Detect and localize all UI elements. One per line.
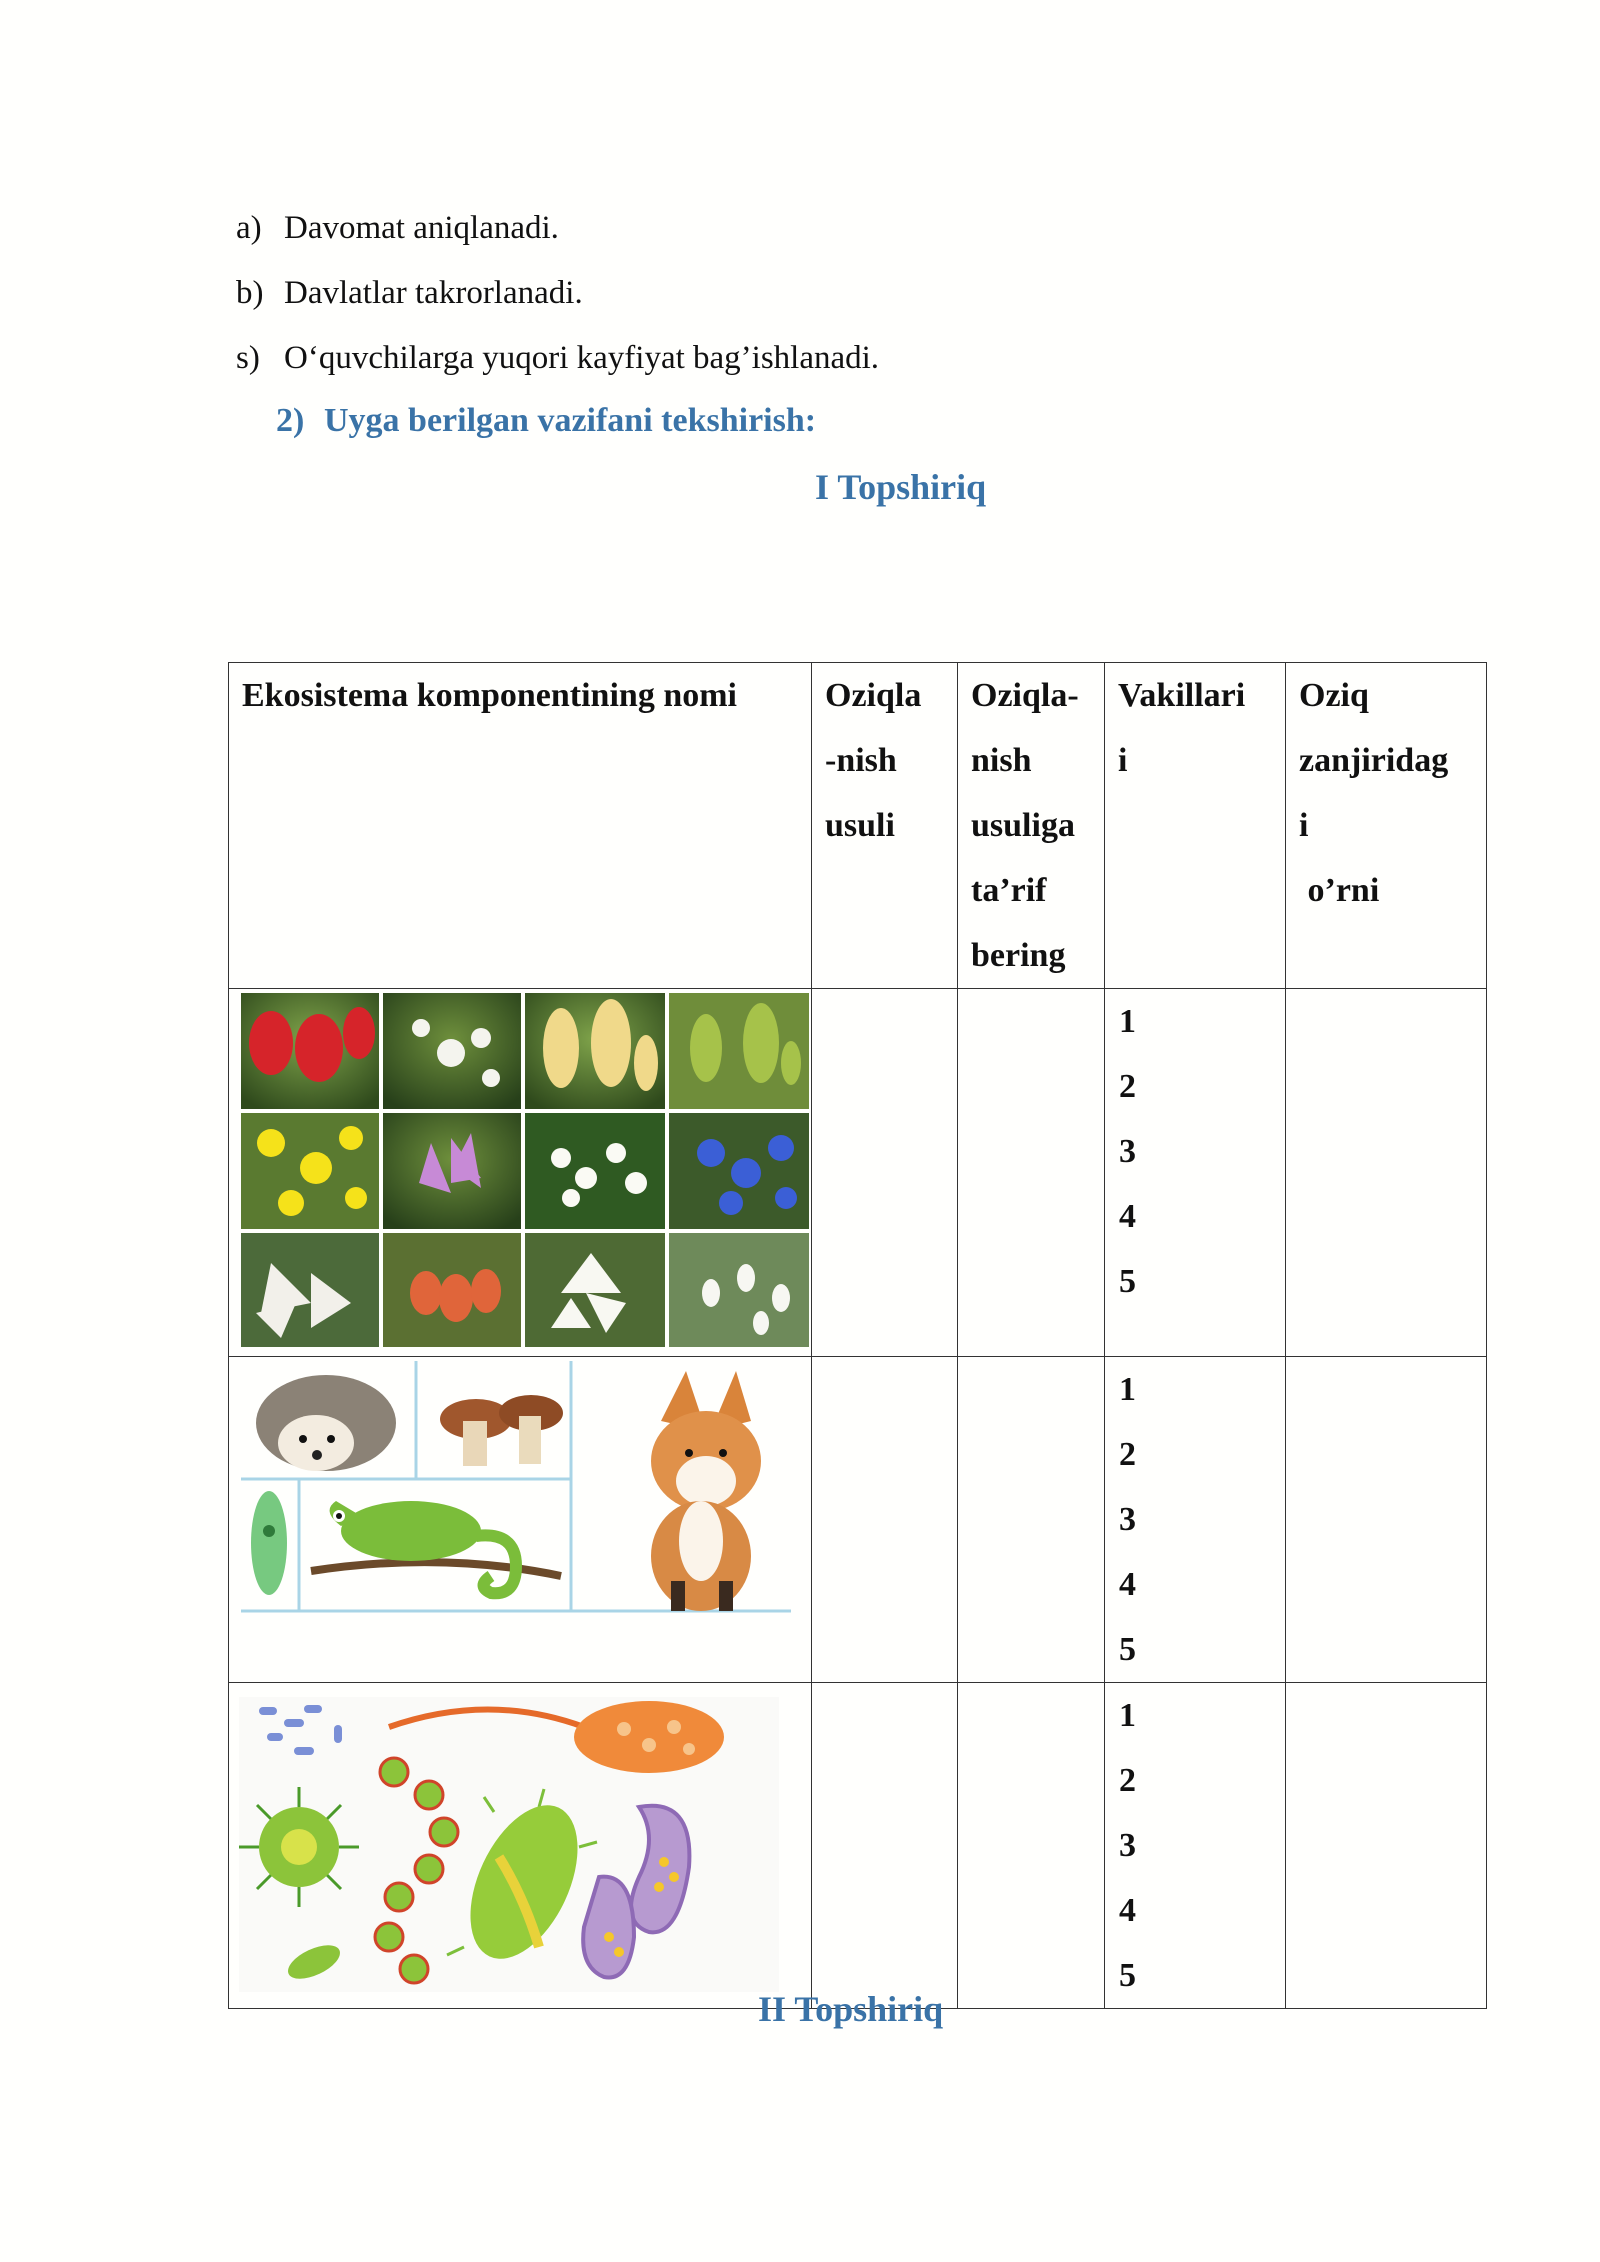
row-number: 4: [1119, 1198, 1136, 1235]
row-number: 2: [1119, 1762, 1136, 1799]
table-row: [229, 1357, 1487, 1683]
row-number: 5: [1119, 1631, 1136, 1668]
row-number: 5: [1119, 1957, 1136, 1994]
ecosystem-table: [228, 662, 1487, 2009]
list-item-b: [236, 273, 583, 313]
row-number: 2: [1119, 1436, 1136, 1473]
feeding-description-cell[interactable]: [958, 1357, 1105, 1683]
task1-title: I Topshiriq: [815, 467, 987, 507]
header-component-name: Ekosistema komponentining nomi: [229, 663, 812, 989]
microbes-image-cell: [229, 1683, 812, 2009]
table-row: [229, 989, 1487, 1357]
representatives-cell[interactable]: [1105, 1357, 1286, 1683]
header-feeding-description: Oziqla- nish usuliga ta’rif bering: [958, 663, 1105, 989]
row-number: 3: [1119, 1827, 1136, 1864]
plants-image-cell: [229, 989, 812, 1357]
row-number: 2: [1119, 1068, 1136, 1105]
header-feeding-method: Oziqla -nish usuli: [812, 663, 958, 989]
table-row: [229, 1683, 1487, 2009]
animals-image-cell: [229, 1357, 812, 1683]
representatives-cell[interactable]: [1105, 989, 1286, 1357]
food-chain-role-cell[interactable]: [1286, 1357, 1487, 1683]
section-text: Uyga berilgan vazifani tekshirish:: [324, 402, 817, 439]
food-chain-role-cell[interactable]: [1286, 1683, 1487, 2009]
header-food-chain-role: Oziq zanjiridag i o’rni: [1286, 663, 1487, 989]
representatives-cell[interactable]: [1105, 1683, 1286, 2009]
list-text: O‘quvchilarga yuqori kayfiyat bag’ishlanadi.: [284, 340, 880, 376]
feeding-description-cell[interactable]: [958, 989, 1105, 1357]
row-number: 5: [1119, 1263, 1136, 1300]
microbes-illustration-image: [239, 1697, 779, 1992]
task2-title: II Topshiriq: [758, 1989, 944, 2029]
feeding-method-cell[interactable]: [812, 1683, 958, 2009]
feeding-description-cell[interactable]: [958, 1683, 1105, 2009]
list-marker: b): [236, 275, 264, 311]
list-marker: a): [236, 210, 262, 246]
list-item-s: [236, 338, 879, 378]
section-heading: [276, 402, 816, 440]
plants-collage-image: [241, 993, 811, 1348]
list-item-a: [236, 208, 559, 248]
row-number: 4: [1119, 1566, 1136, 1603]
row-number: 3: [1119, 1133, 1136, 1170]
row-number: 1: [1119, 1697, 1136, 1734]
header-representatives: Vakillari i: [1105, 663, 1286, 989]
animals-collage-image: [241, 1361, 811, 1631]
row-number: 4: [1119, 1892, 1136, 1929]
row-number: 3: [1119, 1501, 1136, 1538]
list-marker: s): [236, 340, 260, 376]
list-text: Davlatlar takrorlanadi.: [284, 275, 583, 311]
food-chain-role-cell[interactable]: [1286, 989, 1487, 1357]
table-header-row: [229, 663, 1487, 989]
row-number: 1: [1119, 1003, 1136, 1040]
list-text: Davomat aniqlanadi.: [284, 210, 559, 246]
feeding-method-cell[interactable]: [812, 1357, 958, 1683]
row-number: 1: [1119, 1371, 1136, 1408]
feeding-method-cell[interactable]: [812, 989, 958, 1357]
section-marker: 2): [276, 402, 305, 439]
